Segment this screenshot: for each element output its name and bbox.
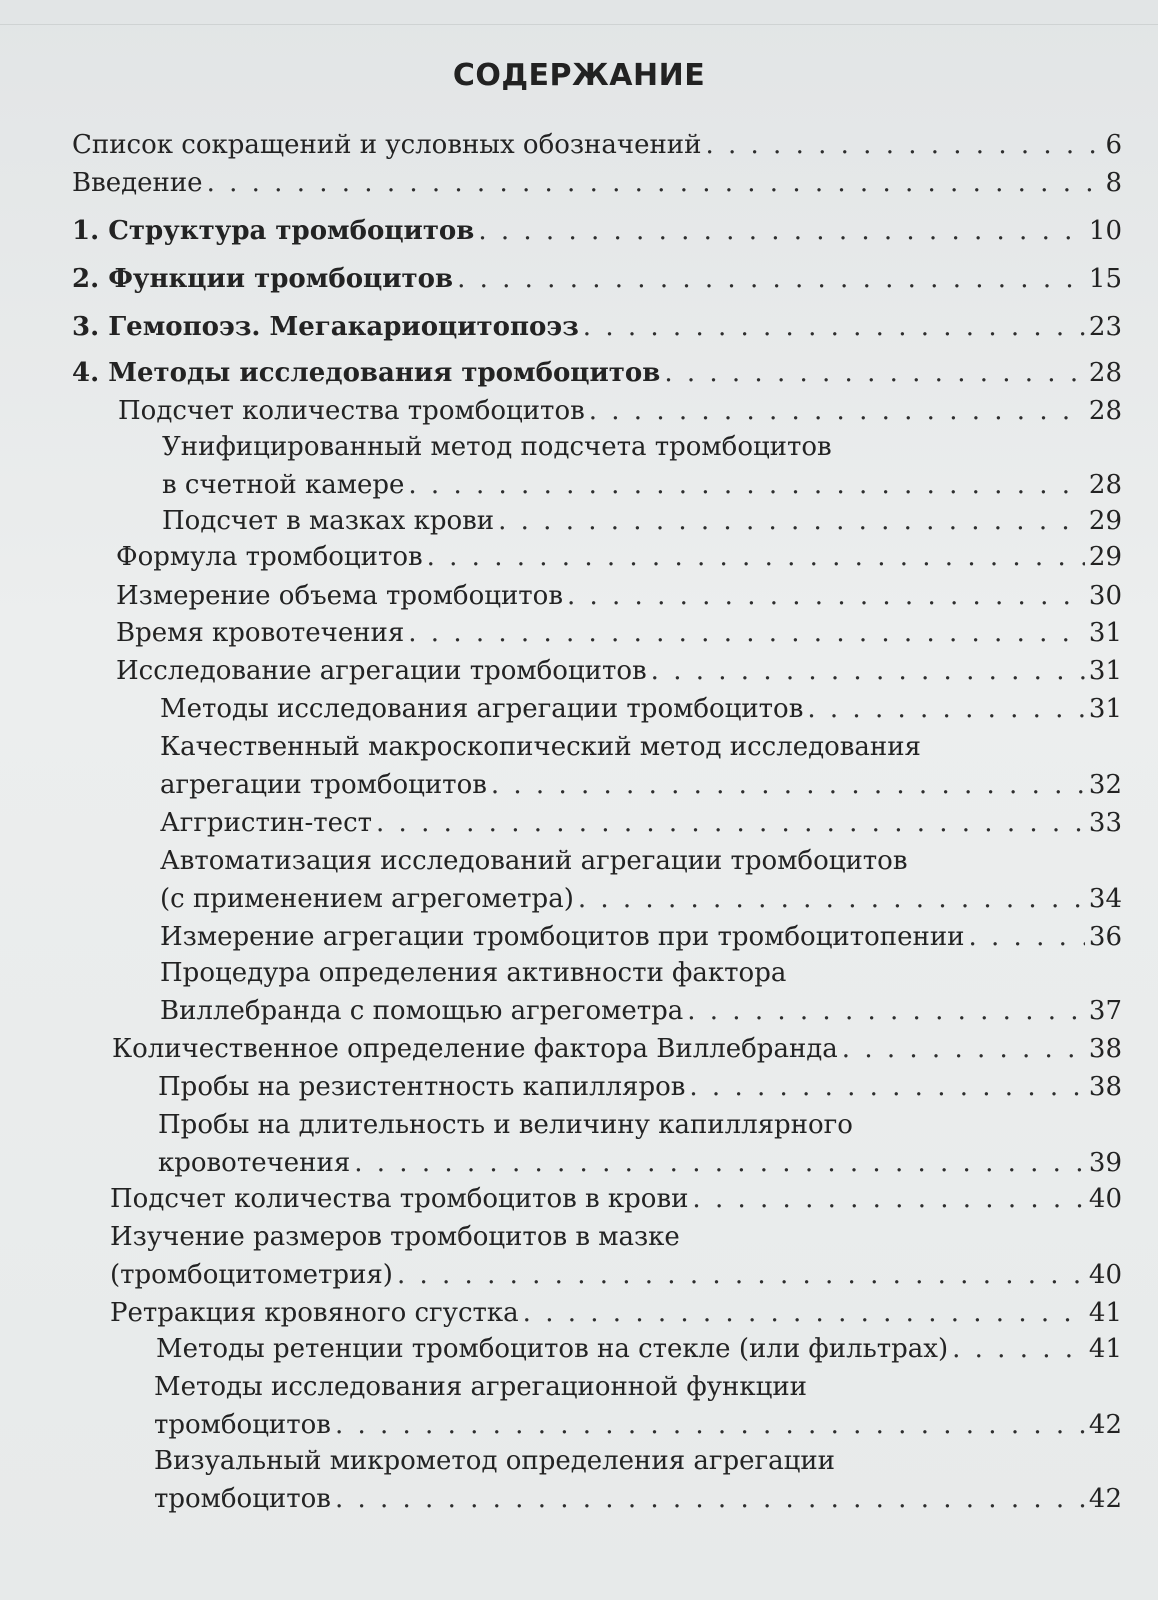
toc-subsection[interactable] <box>162 502 1122 540</box>
toc-entry-title: Количественное определение фактора Виллебранда <box>112 1034 838 1064</box>
toc-entry-title: Время кровотечения <box>116 618 405 648</box>
toc-entry-title: Подсчет количества тромбоцитов в крови <box>110 1184 689 1214</box>
toc-subsection[interactable] <box>154 1442 1122 1518</box>
toc-entry-page: 32 <box>1088 770 1122 800</box>
dot-leader <box>651 652 1085 690</box>
toc-entry-title: Подсчет в мазках крови <box>162 506 495 536</box>
toc-subsection[interactable] <box>158 1106 1122 1182</box>
toc-subsection[interactable] <box>162 428 1122 504</box>
dot-leader <box>578 880 1085 918</box>
dot-leader <box>498 502 1085 540</box>
toc-entry-page: 29 <box>1088 506 1122 536</box>
toc-subsection[interactable] <box>160 804 1122 842</box>
toc-entry-page: 37 <box>1088 996 1122 1026</box>
dot-leader <box>969 918 1085 956</box>
toc-entry-title: (тромбоцитометрия) <box>110 1260 393 1290</box>
toc-entry[interactable] <box>72 164 1122 202</box>
toc-entry-title: тромбоцитов <box>154 1410 331 1440</box>
toc-section[interactable] <box>110 1218 1122 1294</box>
dot-leader <box>354 1144 1085 1182</box>
dot-leader <box>523 1294 1085 1332</box>
toc-subsection[interactable] <box>160 690 1122 728</box>
toc-entry-title: 2. Функции тромбоцитов <box>72 264 454 294</box>
toc-section[interactable] <box>116 652 1122 690</box>
toc-entry-page: 28 <box>1088 358 1122 388</box>
dot-leader <box>664 354 1085 392</box>
dot-leader <box>335 1480 1085 1518</box>
dot-leader <box>952 1330 1085 1368</box>
toc-entry-title-line1: Качественный макроскопический метод исследования <box>160 732 921 762</box>
dot-leader <box>567 577 1085 615</box>
toc-entry-page: 23 <box>1088 312 1122 342</box>
toc-entry-page: 31 <box>1088 694 1122 724</box>
toc-entry-page: 36 <box>1088 922 1122 952</box>
toc-entry-page: 15 <box>1088 264 1122 294</box>
toc-chapter[interactable] <box>72 354 1122 392</box>
toc-entry-page: 31 <box>1088 618 1122 648</box>
toc-section[interactable] <box>116 538 1122 576</box>
toc-subsection[interactable] <box>154 1368 1122 1444</box>
toc-chapter[interactable] <box>72 212 1122 250</box>
toc-entry-page: 31 <box>1088 656 1122 686</box>
toc-entry-page: 29 <box>1088 542 1122 572</box>
dot-leader <box>583 308 1085 346</box>
toc-chapter[interactable] <box>72 308 1122 346</box>
toc-section[interactable] <box>110 1294 1122 1332</box>
dot-leader <box>207 164 1102 202</box>
dot-leader <box>687 992 1085 1030</box>
toc-entry-title-line1: Пробы на длительность и величину капиллярного <box>158 1110 853 1140</box>
toc-entry-title-line1: Унифицированный метод подсчета тромбоцитов <box>162 432 832 462</box>
toc-entry-page: 6 <box>1105 130 1122 160</box>
toc-entry-title: Ретракция кровяного сгустка <box>110 1298 519 1328</box>
toc-entry-title-line1: Визуальный микрометод определения агрегации <box>154 1446 836 1476</box>
toc-entry-title: Измерение агрегации тромбоцитов при тромбоцитопении <box>160 922 965 952</box>
toc-entry-title: Методы ретенции тромбоцитов на стекле (или фильтрах) <box>156 1334 949 1364</box>
toc-subsection[interactable] <box>158 1068 1122 1106</box>
toc-entry-page: 41 <box>1088 1298 1122 1328</box>
toc-subsection[interactable] <box>160 728 1122 804</box>
toc-entry-page: 40 <box>1088 1184 1122 1214</box>
dot-leader <box>376 804 1085 842</box>
dot-leader <box>408 466 1085 504</box>
dot-leader <box>335 1406 1085 1444</box>
toc-entry-page: 30 <box>1088 581 1122 611</box>
toc-section[interactable] <box>112 1030 1122 1068</box>
toc-chapter[interactable] <box>72 260 1122 298</box>
toc-entry-page: 39 <box>1088 1148 1122 1178</box>
toc-entry-title: Измерение объема тромбоцитов <box>116 581 563 611</box>
dot-leader <box>427 538 1085 576</box>
toc-entry-title: Аггристин-тест <box>160 808 373 838</box>
toc-entry-page: 41 <box>1088 1334 1122 1364</box>
dot-leader <box>408 614 1085 652</box>
toc-entry-title: Подсчет количества тромбоцитов <box>118 396 585 426</box>
toc-section[interactable] <box>118 392 1122 430</box>
toc-entry-title: Виллебранда с помощью агрегометра <box>160 996 684 1026</box>
dot-leader <box>705 126 1101 164</box>
dot-leader <box>692 1180 1084 1218</box>
toc-entry-title: 1. Структура тромбоцитов <box>72 216 475 246</box>
toc-entry-title: Введение <box>72 168 203 198</box>
dot-leader <box>689 1068 1085 1106</box>
toc-entry-page: 8 <box>1105 168 1122 198</box>
toc-entry-title: (с применением агрегометра) <box>160 884 574 914</box>
toc-subsection[interactable] <box>160 918 1122 956</box>
page-title: СОДЕРЖАНИЕ <box>452 58 706 93</box>
toc-entry-page: 28 <box>1088 396 1122 426</box>
toc-section[interactable] <box>110 1180 1122 1218</box>
toc-entry-page: 40 <box>1088 1260 1122 1290</box>
toc-entry-page: 38 <box>1088 1072 1122 1102</box>
dot-leader <box>457 260 1085 298</box>
toc-entry-title-line1: Изучение размеров тромбоцитов в мазке <box>110 1222 680 1252</box>
toc-subsection[interactable] <box>160 954 1122 1030</box>
dot-leader <box>478 212 1085 250</box>
toc-entry-title: 4. Методы исследования тромбоцитов <box>72 358 661 388</box>
toc-entry-page: 33 <box>1088 808 1122 838</box>
toc-entry-title: Формула тромбоцитов <box>116 542 423 572</box>
toc-entry-title: агрегации тромбоцитов <box>160 770 487 800</box>
toc-entry-title: Пробы на резистентность капилляров <box>158 1072 686 1102</box>
dot-leader <box>397 1256 1085 1294</box>
toc-entry-title-line1: Процедура определения активности фактора <box>160 958 787 988</box>
toc-entry-title: тромбоцитов <box>154 1484 331 1514</box>
toc-subsection[interactable] <box>160 842 1122 918</box>
toc-entry-title: 3. Гемопоэз. Мегакариоцитопоэз <box>72 312 579 342</box>
toc-entry-title: Список сокращений и условных обозначений <box>72 130 702 160</box>
toc-entry-title: в счетной камере <box>162 470 405 500</box>
toc-entry-page: 28 <box>1088 470 1122 500</box>
toc-subsection[interactable] <box>156 1330 1122 1368</box>
toc-entry-title: Методы исследования агрегации тромбоцитов <box>160 694 804 724</box>
dot-leader <box>842 1030 1085 1068</box>
dot-leader <box>589 392 1085 430</box>
toc-entry-page: 42 <box>1088 1410 1122 1440</box>
toc-entry-page: 38 <box>1088 1034 1122 1064</box>
toc-entry[interactable] <box>72 126 1122 164</box>
toc-entry-page: 34 <box>1088 884 1122 914</box>
toc-entry-title: Исследование агрегации тромбоцитов <box>116 656 647 686</box>
dot-leader <box>491 766 1085 804</box>
toc-section[interactable] <box>116 577 1122 615</box>
toc-entry-title-line1: Автоматизация исследований агрегации тромбоцитов <box>160 846 908 876</box>
dot-leader <box>807 690 1085 728</box>
toc-entry-page: 42 <box>1088 1484 1122 1514</box>
toc-entry-title: кровотечения <box>158 1148 351 1178</box>
toc-entry-title-line1: Методы исследования агрегационной функции <box>154 1372 807 1402</box>
toc-section[interactable] <box>116 614 1122 652</box>
toc-entry-page: 10 <box>1088 216 1122 246</box>
